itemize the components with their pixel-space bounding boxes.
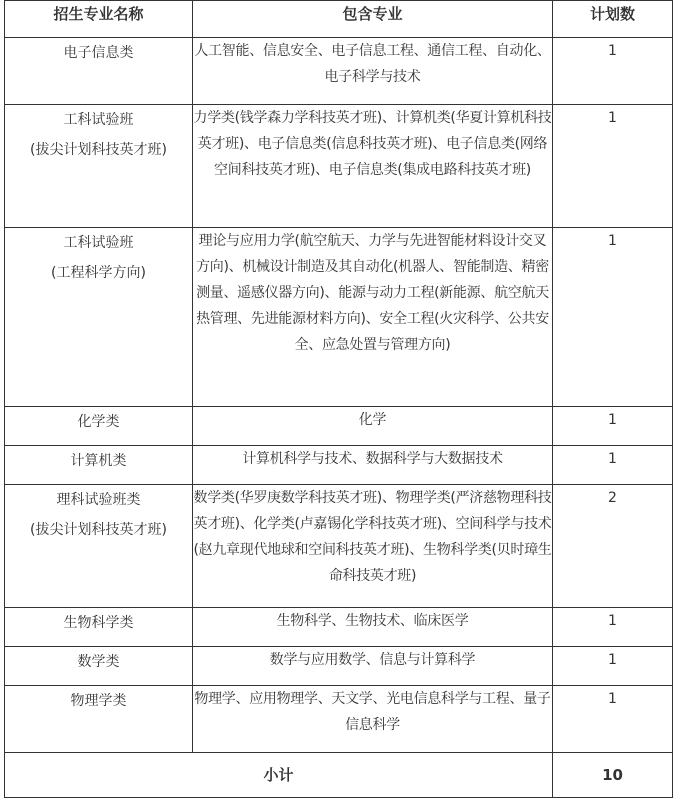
major-name-cell (5, 485, 193, 608)
major-name: 生物科学类 (63, 615, 134, 631)
major-subtitle: (拔尖计划科技英才班) (30, 522, 167, 538)
header-included-majors: 包含专业 (193, 1, 553, 38)
header-plan-count: 计划数 (553, 1, 673, 38)
total-count: 10 (553, 753, 673, 798)
enrollment-plan-table (4, 0, 673, 798)
plan-count: 1 (553, 105, 673, 228)
included-majors: 人工智能、信息安全、电子信息工程、通信工程、自动化、电子科学与技术 (193, 38, 553, 105)
plan-count: 1 (553, 608, 673, 647)
plan-count: 2 (553, 485, 673, 608)
table-row (5, 446, 673, 485)
major-name-cell (5, 446, 193, 485)
table-row (5, 105, 673, 228)
included-majors: 生物科学、生物技术、临床医学 (193, 608, 553, 647)
table-row (5, 407, 673, 446)
major-name: 电子信息类 (63, 45, 134, 61)
major-name-cell (5, 38, 193, 105)
table-row (5, 647, 673, 686)
plan-count: 1 (553, 407, 673, 446)
header-row (5, 1, 673, 38)
major-name-cell (5, 228, 193, 407)
table-row (5, 485, 673, 608)
major-subtitle: (工程科学方向) (51, 265, 146, 281)
total-row (5, 753, 673, 798)
major-name: 化学类 (77, 414, 120, 430)
table-row (5, 38, 673, 105)
plan-count: 1 (553, 647, 673, 686)
included-majors: 化学 (193, 407, 553, 446)
included-majors: 数学与应用数学、信息与计算科学 (193, 647, 553, 686)
table-row (5, 686, 673, 753)
major-name-cell (5, 647, 193, 686)
table-row (5, 228, 673, 407)
major-name: 工科试验班 (63, 235, 134, 251)
major-name: 物理学类 (70, 693, 127, 709)
major-name-cell (5, 407, 193, 446)
plan-count: 1 (553, 38, 673, 105)
total-label: 小计 (5, 753, 553, 798)
plan-count: 1 (553, 446, 673, 485)
included-majors: 理论与应用力学(航空航天、力学与先进智能材料设计交叉方向)、机械设计制造及其自动化(机器人、智能制造、精密测量、遥感仪器方向)、能源与动力工程(新能源、航空航天热管理、先进能源材料方向)、安全工程(火灾科学、公共安全、应急处置与管理方向) (193, 228, 553, 407)
included-majors: 力学类(钱学森力学科技英才班)、计算机类(华夏计算机科技英才班)、电子信息类(信息科技英才班)、电子信息类(网络空间科技英才班)、电子信息类(集成电路科技英才班) (193, 105, 553, 228)
major-name-cell (5, 686, 193, 753)
table-row (5, 608, 673, 647)
major-name: 计算机类 (70, 453, 127, 469)
plan-count: 1 (553, 686, 673, 753)
major-name: 理科试验班类 (56, 492, 141, 508)
major-name-cell (5, 105, 193, 228)
major-subtitle: (拔尖计划科技英才班) (30, 142, 167, 158)
major-name: 数学类 (77, 654, 120, 670)
included-majors: 物理学、应用物理学、天文学、光电信息科学与工程、量子信息科学 (193, 686, 553, 753)
included-majors: 计算机科学与技术、数据科学与大数据技术 (193, 446, 553, 485)
header-major-name: 招生专业名称 (5, 1, 193, 38)
major-name: 工科试验班 (63, 112, 134, 128)
included-majors: 数学类(华罗庚数学科技英才班)、物理学类(严济慈物理科技英才班)、化学类(卢嘉锡化学科技英才班)、空间科学与技术(赵九章现代地球和空间科技英才班)、生物科学类(贝时璋生命科技英才班) (193, 485, 553, 608)
major-name-cell (5, 608, 193, 647)
plan-count: 1 (553, 228, 673, 407)
